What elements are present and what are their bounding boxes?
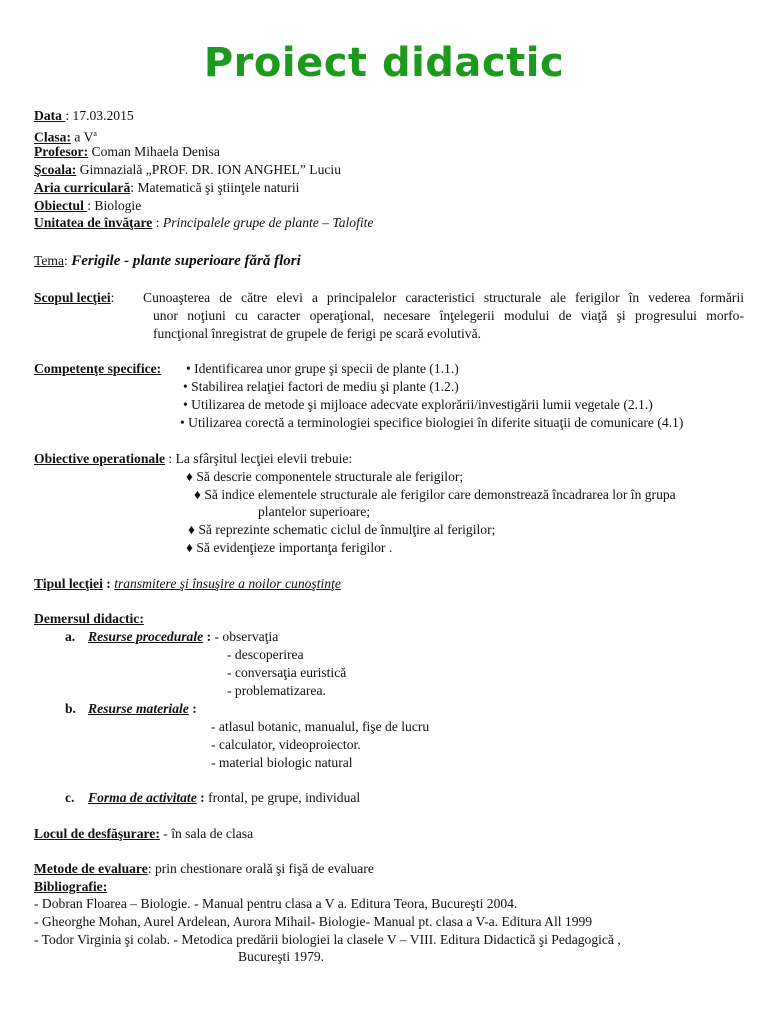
- material-resources-label: Resurse materiale: [88, 701, 189, 716]
- objectives-line: [34, 451, 352, 467]
- learning-unit-label: Unitatea de învăţare: [34, 215, 153, 230]
- lesson-purpose-sep: :: [110, 290, 115, 305]
- bibliography-line: [34, 879, 107, 895]
- activity-form-value: frontal, pe grupe, individual: [208, 790, 361, 805]
- objective-item: ♦ Să reprezinte schematic ciclul de înmulţire al ferigilor;: [188, 522, 496, 537]
- school-value: Gimnazială „PROF. DR. ION ANGHEL” Luciu: [76, 162, 341, 177]
- bibliography-label: Bibliografie:: [34, 879, 108, 894]
- learning-unit-value: Principalele grupe de plante – Talofite: [162, 215, 374, 230]
- procedural-resource-item: - conversaţia euristică: [227, 665, 347, 680]
- class-line: [34, 126, 97, 146]
- material-resources-line: [88, 701, 197, 717]
- procedural-resource-item: - descoperirea: [227, 647, 304, 662]
- competence-item: • Utilizarea corectă a terminologiei specifice biologiei în diferite situaţii de comunicare (4.1): [180, 415, 684, 430]
- material-resource-item: - material biologic natural: [211, 755, 353, 770]
- subject-label: Obiectul: [34, 198, 88, 213]
- evaluation-methods-label: Metode de evaluare: [34, 861, 148, 876]
- list-marker-a: a.: [65, 629, 76, 644]
- school-line: [34, 162, 341, 178]
- competence-item: • Identificarea unor grupe şi specii de plante (1.1.): [186, 361, 459, 376]
- procedural-resources-line: [88, 629, 278, 645]
- objective-item-continuation: plantelor superioare;: [258, 504, 371, 519]
- material-resource-item: - atlasul botanic, manualul, fişe de lucru: [211, 719, 430, 734]
- objective-item: ♦ Să descrie componentele structurale ale ferigilor;: [186, 469, 464, 484]
- lesson-type-line: [34, 576, 341, 592]
- teacher-label: Profesor:: [34, 144, 89, 159]
- lesson-purpose-line-2: unor noţiuni cu caracter operaţional, necesare înţelegerii modului de viaţă şi progresului morfo-: [153, 308, 744, 323]
- date-value: : 17.03.2015: [65, 108, 134, 123]
- material-resources-sep: :: [188, 701, 197, 716]
- teacher-line: [34, 144, 220, 160]
- date-line: [34, 108, 134, 124]
- bibliography-item: - Gheorghe Mohan, Aurel Ardelean, Aurora Mihail- Biologie- Manual pt. clasa a V-a. Editura All 1999: [34, 914, 593, 929]
- class-superscript: a: [93, 129, 97, 138]
- evaluation-methods-value: : prin chestionare orală şi fişă de evaluare: [147, 861, 374, 876]
- objectives-intro: : La sfârşitul lecţiei elevii trebuie:: [165, 451, 353, 466]
- competence-item: • Utilizarea de metode şi mijloace adecvate explorării/investigării lumii vegetale (2.1.): [183, 397, 653, 412]
- curriculum-area-line: [34, 180, 299, 196]
- lesson-type-sep: :: [102, 576, 115, 591]
- subject-line: [34, 198, 141, 214]
- class-value: a V: [71, 129, 94, 145]
- theme-value: Ferigile - plante superioare fără flori: [71, 253, 301, 269]
- activity-form-sep: :: [196, 790, 209, 805]
- procedural-resource-item: - observaţia: [214, 629, 279, 644]
- date-label: Data: [34, 108, 66, 123]
- didactic-approach-label: Demersul didactic:: [34, 611, 144, 626]
- procedural-resources-sep: :: [203, 629, 215, 644]
- competences-label-line: [34, 361, 161, 377]
- material-resource-item: - calculator, videoproiector.: [211, 737, 361, 752]
- procedural-resource-item: - problematizarea.: [227, 683, 326, 698]
- curriculum-area-label: Aria curriculară: [34, 180, 131, 195]
- bibliography-item-continuation: Bucureşti 1979.: [238, 949, 325, 964]
- lesson-purpose-line-1: Cunoaşterea de către elevi a principalelor caracteristici structurale ale ferigilor în vederea formării: [143, 290, 744, 305]
- bibliography-item: - Dobran Floarea – Biologie. - Manual pentru clasa a V a. Editura Teora, Bucureşti 2004.: [34, 896, 518, 911]
- lesson-purpose-line-3: funcţional înregistrat de grupele de ferigi pe scară evolutivă.: [153, 326, 482, 341]
- evaluation-methods-line: [34, 861, 374, 877]
- didactic-approach-line: [34, 611, 144, 627]
- list-marker-c: c.: [65, 790, 75, 805]
- class-label: Clasa:: [34, 129, 72, 145]
- document-title: Proiect didactic: [203, 40, 565, 86]
- lesson-purpose-label: Scopul lecţiei: [34, 290, 111, 305]
- objective-item: ♦ Să indice elementele structurale ale ferigilor care demonstrează încadrarea lor în grupa: [194, 487, 676, 502]
- objectives-label: Obiective operationale: [34, 451, 165, 466]
- location-label: Locul de desfăşurare:: [34, 826, 160, 841]
- lesson-purpose-label-line: [34, 290, 114, 306]
- lesson-type-value: transmitere şi însuşire a noilor cunoştinţe: [114, 576, 341, 591]
- learning-unit-line: [34, 215, 373, 231]
- objective-item: ♦ Să evidenţieze importanţa ferigilor .: [186, 540, 393, 555]
- lesson-type-label: Tipul lecţiei: [34, 576, 103, 591]
- subject-value: : Biologie: [87, 198, 142, 213]
- curriculum-area-value: : Matematică şi ştiinţele naturii: [130, 180, 300, 195]
- activity-form-label: Forma de activitate: [88, 790, 197, 805]
- competences-label: Competenţe specifice:: [34, 361, 162, 376]
- location-value: - în sala de clasa: [159, 826, 254, 841]
- bibliography-item: - Todor Virginia şi colab. - Metodica predării biologiei la clasele V – VIII. Editura Didactică şi Pedagogică ,: [34, 932, 621, 947]
- location-line: [34, 826, 253, 842]
- learning-unit-sep: :: [152, 215, 163, 230]
- theme-label: Tema: [34, 253, 64, 268]
- activity-form-line: [88, 790, 360, 806]
- teacher-value: Coman Mihaela Denisa: [88, 144, 220, 159]
- school-label: Şcoala:: [34, 162, 77, 177]
- procedural-resources-label: Resurse procedurale: [88, 629, 204, 644]
- list-marker-b: b.: [65, 701, 76, 716]
- competence-item: • Stabilirea relaţiei factori de mediu şi plante (1.2.): [183, 379, 459, 394]
- theme-sep: :: [64, 253, 72, 268]
- theme-line: [34, 253, 301, 269]
